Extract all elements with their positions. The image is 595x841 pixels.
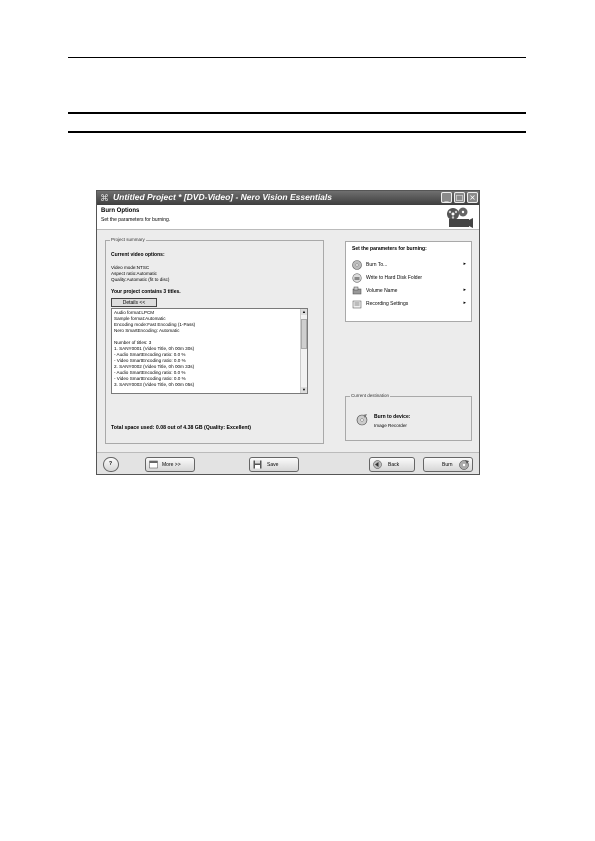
video-mode-text: Video mode:NTSC: [111, 265, 150, 270]
section-rule-bottom: [68, 131, 526, 133]
list-item: 1. SANY0001 (Video Title, 0h 00m 30s): [114, 346, 195, 351]
settings-icon: [352, 299, 362, 309]
bottom-toolbar: [97, 452, 479, 475]
page-title: Burn Options: [101, 208, 140, 214]
details-button[interactable]: Details <<: [111, 298, 157, 307]
list-item: Encoding mode:Fast Encoding (1-Pass): [114, 322, 196, 327]
recording-settings-label: Recording Settings: [366, 301, 409, 307]
destination-heading: Burn to device:: [374, 414, 411, 420]
volume-icon: [352, 286, 362, 296]
page-header: [97, 205, 479, 230]
close-button[interactable]: ×: [467, 192, 478, 203]
more-button[interactable]: [145, 457, 195, 472]
burn-disc-icon: [459, 460, 469, 470]
scroll-up-icon[interactable]: ▲: [302, 309, 306, 314]
film-reel-logo-icon: [443, 206, 473, 228]
window-title: Untitled Project * [DVD-Video] - Nero Vision Essentials: [113, 192, 332, 202]
burn-button[interactable]: [423, 457, 473, 472]
back-button-label: Back: [388, 462, 400, 468]
list-item: - Video SmartEncoding ratio: 0.0 %: [114, 358, 186, 363]
list-item: - Video SmartEncoding ratio: 0.0 %: [114, 376, 186, 381]
help-icon: ?: [109, 461, 113, 467]
app-icon: ⌘: [100, 193, 109, 203]
burn-to-item[interactable]: [352, 260, 468, 271]
section-rule: [68, 112, 526, 114]
scroll-down-icon[interactable]: ▼: [302, 387, 306, 392]
details-listbox[interactable]: [111, 308, 308, 394]
details-scrollbar[interactable]: [300, 309, 307, 393]
save-disk-icon: [253, 460, 262, 469]
folder-icon: [352, 273, 362, 283]
write-to-folder-label: Write to Hard Disk Folder: [366, 275, 423, 281]
project-summary-legend: Project summary: [111, 237, 145, 242]
burn-parameters-panel: [345, 241, 472, 322]
total-space-text: Total space used: 0.08 out of 4.38 GB (Quality: Excellent): [111, 425, 252, 431]
save-button[interactable]: [249, 457, 299, 472]
submenu-arrow-icon: ▸: [463, 300, 466, 306]
volume-name-item[interactable]: [352, 286, 468, 297]
titles-heading: Your project contains 3 titles.: [111, 289, 181, 295]
recorder-device-icon: [356, 414, 368, 426]
submenu-arrow-icon: ▸: [463, 287, 466, 293]
destination-device: Image Recorder: [374, 423, 407, 428]
back-arrow-icon: [373, 460, 382, 469]
minimize-button[interactable]: _: [441, 192, 452, 203]
help-button[interactable]: [103, 457, 119, 472]
back-button[interactable]: [369, 457, 415, 472]
volume-name-label: Volume Name: [366, 288, 398, 294]
top-rule: [68, 57, 526, 58]
list-item: Nero SmartEncoding: Automatic: [114, 328, 180, 333]
more-button-label: More >>: [162, 462, 181, 468]
recording-settings-item[interactable]: [352, 299, 468, 310]
more-options-icon: [149, 460, 158, 469]
list-item: Number of titles: 3: [114, 340, 152, 345]
page-subtitle: Set the parameters for burning.: [101, 217, 171, 223]
list-item: 2. SANY0002 (Video Title, 0h 00m 33s): [114, 364, 195, 369]
save-button-label: Save: [267, 462, 279, 468]
list-item: 3. SANY0003 (Video Title, 0h 00m 05s): [114, 382, 195, 387]
scrollbar-thumb[interactable]: [301, 319, 307, 349]
destination-legend: Current destination: [351, 393, 390, 398]
submenu-arrow-icon: ▸: [463, 261, 466, 267]
write-to-folder-item[interactable]: [352, 273, 468, 284]
title-bar[interactable]: [97, 191, 479, 205]
video-options-heading: Current video options:: [111, 252, 165, 258]
burn-parameters-heading: Set the parameters for burning:: [352, 246, 427, 252]
list-item: - Audio SmartEncoding ratio: 0.0 %: [114, 370, 186, 375]
list-item: Sample format:Automatic: [114, 316, 166, 321]
disc-burn-icon: [352, 260, 362, 270]
maximize-button[interactable]: □: [455, 193, 464, 202]
destination-panel: [345, 396, 472, 441]
burn-button-label: Burn: [442, 462, 453, 468]
quality-text: Quality:Automatic (fit to disc): [111, 277, 170, 282]
burn-to-label: Burn To...: [366, 262, 388, 268]
aspect-ratio-text: Aspect ratio:Automatic: [111, 271, 157, 276]
list-item: - Audio SmartEncoding ratio: 0.0 %: [114, 352, 186, 357]
list-item: Audio format:LPCM: [114, 310, 155, 315]
nero-vision-window: [96, 190, 480, 475]
